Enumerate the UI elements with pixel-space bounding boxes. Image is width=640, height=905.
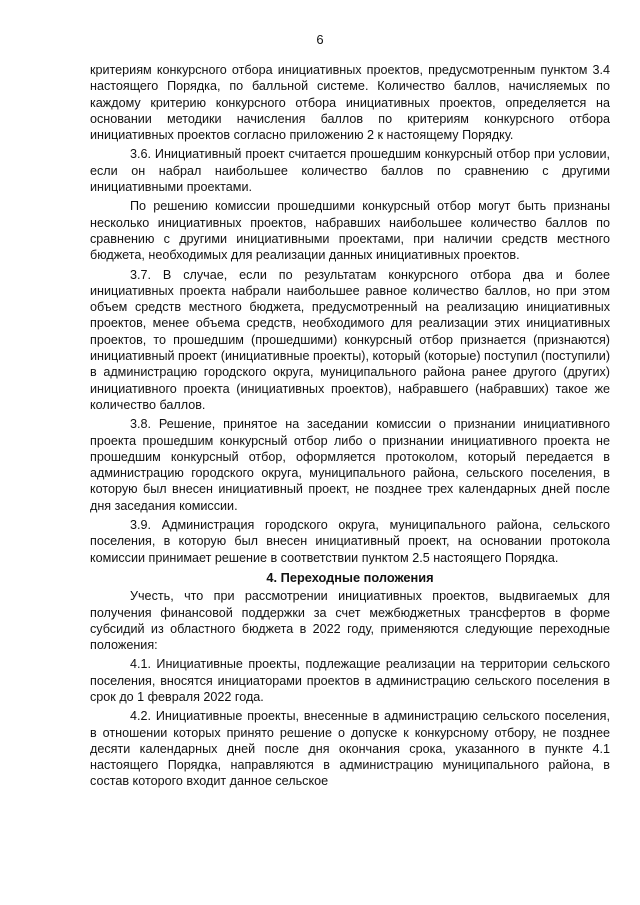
paragraph-3-9: 3.9. Администрация городского округа, муниципального района, сельского поселения, в которую был внесен инициативный проект, на основании протокола комиссии принимает решение в соответствии пунктом 2.5 настоящего Порядка.: [90, 518, 610, 565]
paragraph-commission-decision: По решению комиссии прошедшими конкурсный отбор могут быть признаны несколько инициативных проектов, набравших наибольшее количество баллов по сравнению с другими инициативными проектами, при наличии средств местного бюджета, необходимых для реализации данных инициативных проектов.: [90, 199, 610, 263]
page-number: 6: [316, 32, 324, 47]
paragraph-4-1: 4.1. Инициативные проекты, подлежащие реализации на территории сельского поселения, вносятся инициаторами проектов в администрацию сельского поселения в срок до 1 февраля 2022 года.: [90, 657, 610, 704]
paragraph-transitional-intro: Учесть, что при рассмотрении инициативных проектов, выдвигаемых для получения финансовой поддержки за счет межбюджетных трансфертов в форме субсидий из областного бюджета в 2022 году, применяются следующие переходные положения:: [90, 589, 610, 653]
paragraph-3-7: 3.7. В случае, если по результатам конкурсного отбора два и более инициативных проекта набрали наибольшее равное количество баллов, но при этом объем средств местного бюджета, предусмотренный на реализацию инициативных проектов, менее объема средств, необходимого для реализации этих инициативных проектов, то прошедшим (прошедшими) конкурсный отбор признается (признаются) инициативный проект (инициативные проекты), который (которые) поступил (поступили) в администрацию городского округа, муниципального района ранее другого (других) инициативного проекта (инициативных проектов), набравшего (набравших) такое же количество баллов.: [90, 267, 611, 412]
document-body: [90, 62, 610, 790]
paragraph-4-2: 4.2. Инициативные проекты, внесенные в администрацию сельского поселения, в отношении которых принято решение о допуске к конкурсному отбору, не позднее десяти календарных дней после дня окончания срока, указанного в пункте 4.1 настоящего Порядка, направляются в администрацию муниципального района, в состав которого входит данное сельское: [90, 709, 610, 789]
paragraph-3-8: 3.8. Решение, принятое на заседании комиссии о признании инициативного проекта прошедшим конкурсный отбор либо о признании инициативного проекта не прошедшим конкурсный отбор, оформляется протоколом, который передается в администрацию городского округа, муниципального района, сельского поселения, в которую был внесен инициативный проект, не позднее трех календарных дней после дня заседания комиссии.: [90, 417, 610, 513]
paragraph-3-6: 3.6. Инициативный проект считается прошедшим конкурсный отбор при условии, если он набрал наибольшее количество баллов по сравнению с другими инициативными проектами.: [90, 147, 610, 195]
section-heading: 4. Переходные положения: [266, 569, 434, 585]
paragraph-continuation: критериям конкурсного отбора инициативных проектов, предусмотренным пунктом 3.4 настоящего Порядка, по балльной системе. Количество баллов, начисляемых по каждому критерию конкурсного отбора инициативных проектов, определяется на основании методики начисления баллов по критериям конкурсного отбора инициативных проектов согласно приложению 2 к настоящему Порядку.: [90, 63, 610, 143]
